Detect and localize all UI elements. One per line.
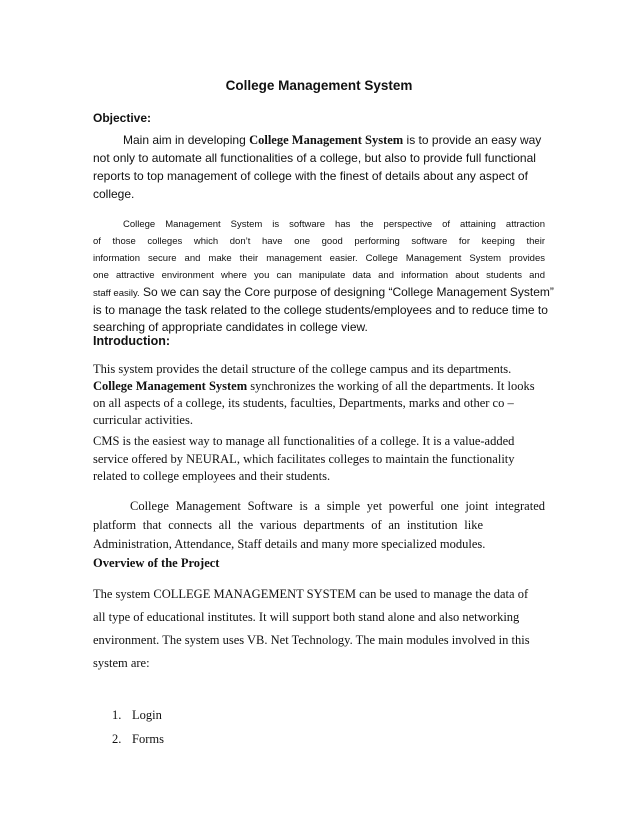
college-management-system-bold: College Management System bbox=[93, 379, 248, 393]
overview-line-4: system are: bbox=[93, 656, 150, 670]
intro-p3-line-2: platform that connects all the various departments of an institution like bbox=[93, 518, 483, 532]
objective-p1-line-1: Main aim in developing College Management System is to provide an easy way bbox=[123, 133, 542, 147]
objective-p1-line-4: college. bbox=[93, 187, 135, 201]
objective-p2-line-5: staff easily. So we can say the Core purpose of designing “College Management System” bbox=[93, 285, 554, 299]
introduction-paragraph-3 bbox=[93, 497, 545, 554]
objective-p2-line-2: of those colleges which don’t have one good performing software for keeping their bbox=[93, 236, 545, 247]
list-item: 2. Forms bbox=[112, 732, 164, 746]
intro-p3-line-3: Administration, Attendance, Staff details and many more specialized modules. bbox=[93, 537, 486, 551]
overview-paragraph bbox=[93, 583, 545, 675]
intro-p1-line-1: This system provides the detail structure of the college campus and its departments. bbox=[93, 362, 512, 376]
overview-heading: Overview of the Project bbox=[93, 556, 220, 570]
intro-p1-line-3: on all aspects of a college, its students, faculties, Departments, marks and other co – bbox=[93, 396, 514, 410]
objective-p2-line-4: one attractive environment where you can manipulate data and information about students and bbox=[93, 270, 545, 281]
objective-p2-line-3: information secure and make their management easier. College Management System provides bbox=[93, 253, 545, 264]
overview-line-3: environment. The system uses VB. Net Technology. The main modules involved in this bbox=[93, 633, 530, 647]
intro-p2-line-3: related to college employees and their students. bbox=[93, 469, 331, 483]
intro-p1-line-4: curricular activities. bbox=[93, 413, 193, 427]
list-item: 1. Login bbox=[112, 708, 162, 722]
intro-p2-line-1: CMS is the easiest way to manage all functionalities of a college. It is a value-added bbox=[93, 434, 515, 448]
introduction-paragraph-1 bbox=[93, 361, 545, 429]
overview-line-2: all type of educational institutes. It will support both stand alone and also networking bbox=[93, 610, 520, 624]
objective-p2-line-7: searching of appropriate candidates in college view. bbox=[93, 320, 368, 334]
introduction-paragraph-2 bbox=[93, 433, 545, 486]
objective-heading: Objective: bbox=[93, 111, 152, 125]
objective-p2-line-1: College Management System is software has the perspective of attaining attraction bbox=[123, 219, 545, 230]
overview-line-1: The system COLLEGE MANAGEMENT SYSTEM can be used to manage the data of bbox=[93, 587, 529, 601]
intro-p1-line-2: College Management System synchronizes the working of all the departments. It looks bbox=[93, 379, 535, 393]
intro-p3-line-1: College Management Software is a simple yet powerful one joint integrated bbox=[130, 499, 545, 513]
intro-p2-line-2: service offered by NEURAL, which facilitates colleges to maintain the functionality bbox=[93, 451, 515, 466]
introduction-heading: Introduction: bbox=[93, 334, 171, 348]
college-management-system-bold: College Management System bbox=[249, 133, 404, 147]
objective-p1-line-2: not only to automate all functionalities of a college, but also to provide full functional bbox=[93, 151, 536, 165]
objective-paragraph-2 bbox=[93, 216, 554, 336]
objective-paragraph-1 bbox=[93, 131, 545, 203]
objective-p1-line-3: reports to top management of college with the finest of details about any aspect of bbox=[93, 169, 528, 183]
objective-p2-line-6: is to manage the task related to the college students/employees and to reduce time to bbox=[93, 303, 548, 317]
document-title: College Management System bbox=[225, 78, 413, 93]
